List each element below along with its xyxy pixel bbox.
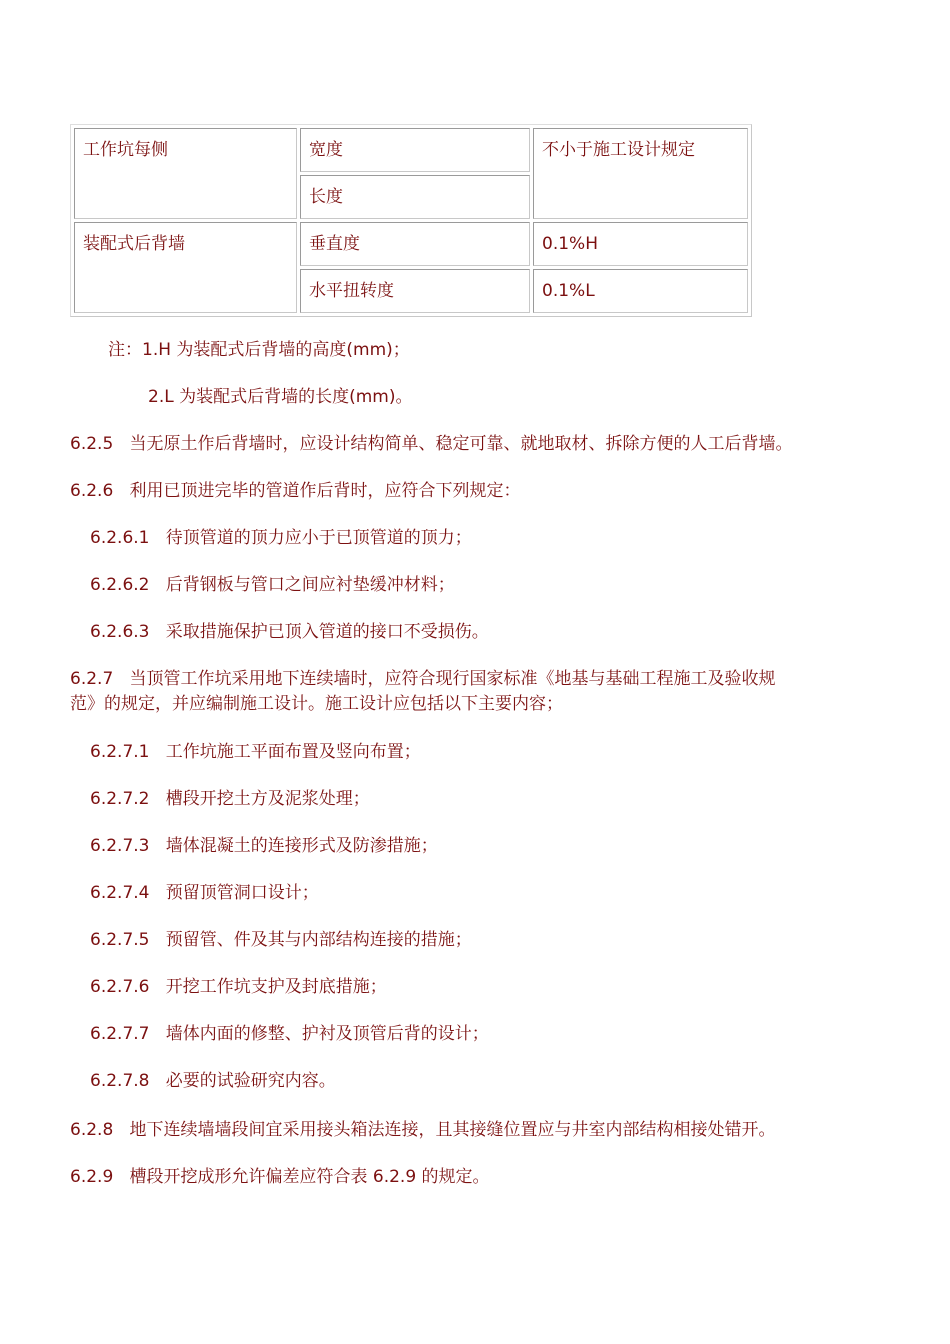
clause-text: 必要的试验研究内容。 [165, 1071, 336, 1091]
clause-text: 利用已顶进完毕的管道作后背时，应符合下列规定： [129, 481, 521, 501]
clause-6-2-5 [70, 430, 890, 458]
clause-number: 6.2.7.3 [90, 836, 150, 856]
clause-6-2-8 [70, 1116, 890, 1144]
table-cell: 长度 [300, 175, 530, 219]
clause-6-2-7-8 [90, 1067, 910, 1095]
clause-6-2-7-6 [90, 973, 910, 1001]
clause-number: 6.2.5 [70, 434, 114, 454]
table-cell: 垂直度 [300, 222, 530, 266]
clause-number: 6.2.7 [70, 669, 114, 689]
clause-6-2-7-4 [90, 879, 910, 907]
clause-text: 墙体混凝土的连接形式及防渗措施； [165, 836, 438, 856]
clause-number: 6.2.7.7 [90, 1024, 150, 1044]
clause-number: 6.2.9 [70, 1167, 114, 1187]
clause-text: 采取措施保护已顶入管道的接口不受损伤。 [165, 622, 489, 642]
clause-text: 当顶管工作坑采用地下连续墙时，应符合现行国家标准《地基与基础工程施工及验收规 [129, 669, 776, 689]
clause-number: 6.2.6.2 [90, 575, 150, 595]
clause-text: 待顶管道的顶力应小于已顶管道的顶力； [165, 528, 472, 548]
table-cell: 0.1%L [533, 269, 748, 313]
clause-text: 预留管、件及其与内部结构连接的措施； [165, 930, 472, 950]
table-cell: 宽度 [300, 128, 530, 172]
clause-number: 6.2.7.8 [90, 1071, 150, 1091]
clause-6-2-7-7 [90, 1020, 910, 1048]
clause-number: 6.2.8 [70, 1120, 114, 1140]
clause-text: 预留顶管洞口设计； [165, 883, 319, 903]
clause-6-2-7-continued: 范》的规定，并应编制施工设计。施工设计应包括以下主要内容； [70, 694, 563, 714]
clause-number: 6.2.6 [70, 481, 114, 501]
table-row [74, 128, 748, 172]
clause-number: 6.2.6.3 [90, 622, 150, 642]
clause-number: 6.2.6.1 [90, 528, 150, 548]
table-note-2: 2.L 为装配式后背墙的长度(mm)。 [148, 387, 413, 407]
table-row [74, 222, 748, 266]
clause-6-2-9 [70, 1163, 890, 1191]
clause-6-2-7-3 [90, 832, 910, 860]
clause-text: 后背钢板与管口之间应衬垫缓冲材料； [165, 575, 455, 595]
table-note-1: 注：1.H 为装配式后背墙的高度(mm)； [108, 340, 410, 360]
clause-number: 6.2.7.4 [90, 883, 150, 903]
clause-6-2-7 [70, 665, 890, 693]
clause-6-2-7-1 [90, 738, 910, 766]
clause-6-2-6-2 [90, 571, 910, 599]
clause-text: 槽段开挖土方及泥浆处理； [165, 789, 370, 809]
clause-text: 开挖工作坑支护及封底措施； [165, 977, 387, 997]
clause-number: 6.2.7.1 [90, 742, 150, 762]
clause-text: 工作坑施工平面布置及竖向布置； [165, 742, 421, 762]
table-cell: 0.1%H [533, 222, 748, 266]
table-cell: 水平扭转度 [300, 269, 530, 313]
table-cell: 装配式后背墙 [74, 222, 297, 313]
clause-number: 6.2.7.5 [90, 930, 150, 950]
table-cell: 不小于施工设计规定 [533, 128, 748, 219]
clause-6-2-6-3 [90, 618, 910, 646]
clause-6-2-6 [70, 477, 890, 505]
clause-6-2-7-2 [90, 785, 910, 813]
clause-number: 6.2.7.2 [90, 789, 150, 809]
clause-text: 墙体内面的修整、护衬及顶管后背的设计； [165, 1024, 489, 1044]
table-cell: 工作坑每侧 [74, 128, 297, 219]
clause-text: 槽段开挖成形允许偏差应符合表 6.2.9 的规定。 [129, 1167, 490, 1187]
tolerance-table [70, 124, 752, 317]
clause-number: 6.2.7.6 [90, 977, 150, 997]
clause-text: 当无原土作后背墙时，应设计结构简单、稳定可靠、就地取材、拆除方便的人工后背墙。 [129, 434, 793, 454]
clause-6-2-7-5 [90, 926, 910, 954]
clause-6-2-6-1 [90, 524, 910, 552]
clause-text: 地下连续墙墙段间宜采用接头箱法连接，且其接缝位置应与井室内部结构相接处错开。 [129, 1120, 776, 1140]
